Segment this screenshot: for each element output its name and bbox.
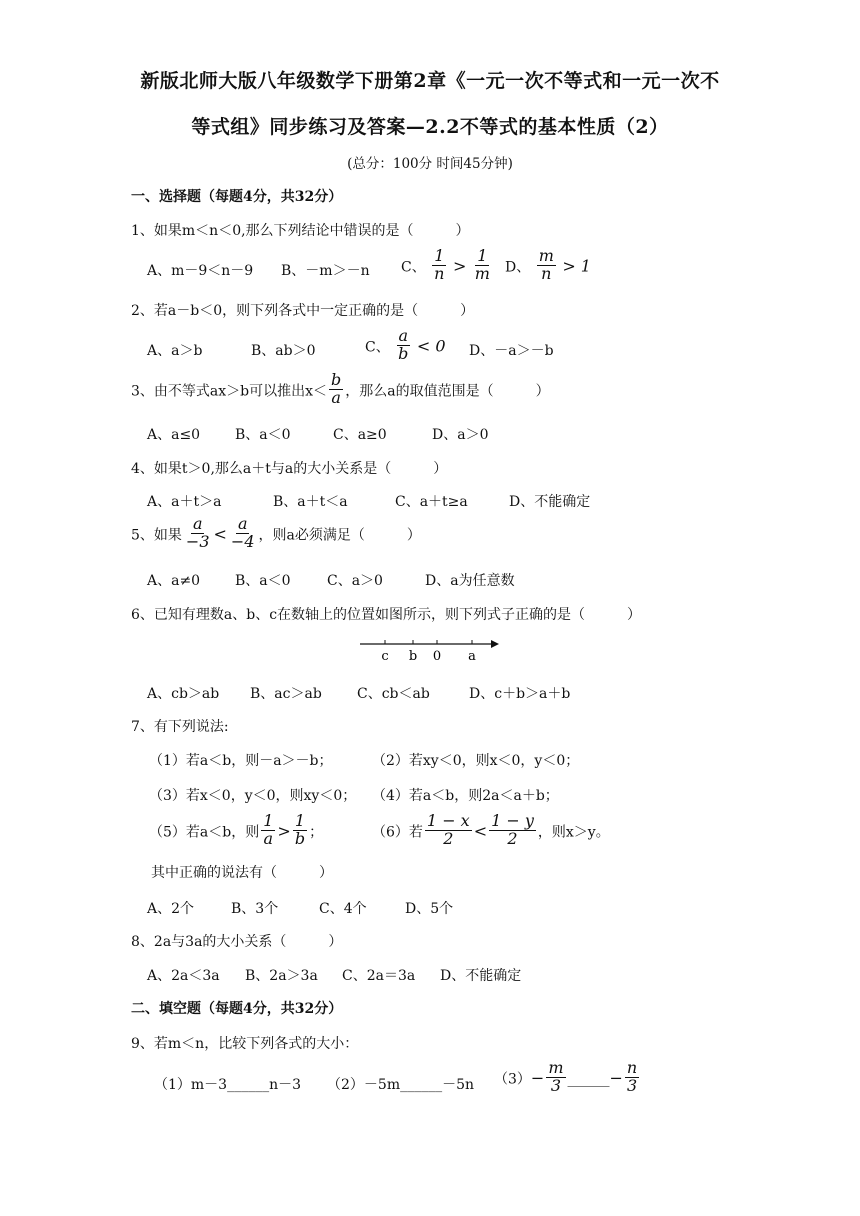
relation-expression: < 0 — [416, 336, 446, 356]
fraction — [473, 248, 492, 283]
option-a: A、2个 — [147, 901, 195, 917]
fraction — [229, 516, 257, 551]
relation-symbol: > — [452, 256, 467, 276]
question-4-stem: 4、如果t＞0,那么a＋t与a的大小关系是（ ） — [131, 461, 448, 477]
question-9-stem: 9、若m＜n，比较下列各式的大小： — [131, 1036, 359, 1052]
part-label: （3） — [494, 1071, 531, 1088]
option-b: B、2a＞3a — [245, 968, 318, 984]
statement-text: ； — [309, 824, 324, 841]
option-d-label: D、 — [505, 259, 531, 276]
document-title-line-1: 新版北师大版八年级数学下册第2章《一元一次不等式和一元一次不 — [140, 70, 720, 92]
denominator: 2 — [507, 828, 518, 848]
fraction — [546, 1060, 565, 1095]
option-d: D、5个 — [405, 901, 454, 917]
question-9-part-1: （1）m－3______n－3 — [154, 1077, 302, 1093]
denominator: b — [398, 343, 409, 363]
option-c: C、4个 — [319, 901, 367, 917]
numerator: a — [237, 514, 248, 533]
relation-symbol: > — [277, 821, 291, 841]
option-a: A、a＞b — [147, 343, 203, 359]
option-c: C、cb＜ab — [357, 686, 430, 702]
section-heading-fill-in: 二、填空题（每题4分，共32分） — [131, 1001, 343, 1017]
axis-label-zero: 0 — [432, 649, 442, 664]
option-b: B、ac＞ab — [250, 686, 322, 702]
option-c — [365, 326, 446, 365]
option-a: A、2a＜3a — [147, 968, 220, 984]
document-title-line-2: 等式组》同步练习及答案—2.2不等式的基本性质（2） — [191, 116, 669, 138]
fraction — [184, 516, 212, 551]
minus-sign: − — [530, 1068, 545, 1088]
option-c: C、a＞0 — [327, 573, 383, 589]
numerator: 1 − y — [491, 811, 534, 830]
fraction — [293, 813, 307, 848]
fraction — [489, 813, 536, 848]
denominator: m — [474, 263, 490, 283]
denominator: a — [263, 828, 274, 848]
option-a: A、cb＞ab — [147, 686, 220, 702]
question-1-stem: 1、如果m＜n＜0,那么下列结论中错误的是（ ） — [131, 223, 470, 239]
statement-6 — [372, 811, 610, 850]
stem-text: 3、由不等式ax＞b可以推出x＜ — [131, 383, 328, 400]
option-c: C、2a＝3a — [342, 968, 416, 984]
axis-label-a: a — [468, 649, 476, 664]
option-c: C、a＋t≥a — [395, 494, 468, 510]
numerator: 1 — [294, 811, 306, 830]
denominator: −3 — [185, 531, 210, 551]
relation-symbol: < — [473, 821, 488, 841]
question-6-stem: 6、已知有理数a、b、c在数轴上的位置如图所示，则下列式子正确的是（ ） — [131, 607, 642, 623]
statement-text: （6）若 — [372, 824, 423, 841]
statement-2: （2）若xy＜0，则x＜0，y＜0； — [372, 753, 580, 769]
denominator: 3 — [550, 1075, 561, 1095]
fraction — [396, 328, 410, 363]
option-a: A、a≤0 — [147, 427, 201, 443]
numerator: 1 — [477, 246, 488, 265]
stem-text: ，那么a的取值范围是（ ） — [345, 383, 550, 400]
statement-3: （3）若x＜0，y＜0，则xy＜0； — [149, 788, 357, 804]
option-b: B、－m＞－n — [281, 263, 370, 279]
option-a: A、m－9＜n－9 — [147, 263, 254, 279]
relation-expression: > 1 — [562, 256, 591, 276]
statement-5 — [149, 811, 324, 850]
question-2-stem: 2、若a－b＜0，则下列各式中一定正确的是（ ） — [131, 303, 475, 319]
numerator: m — [548, 1058, 564, 1077]
denominator: 2 — [443, 828, 454, 848]
stem-text: 5、如果 — [131, 527, 182, 544]
option-d: D、不能确定 — [509, 494, 591, 510]
denominator: b — [294, 828, 306, 848]
denominator: −4 — [230, 531, 255, 551]
option-c-label: C、 — [401, 259, 426, 276]
fraction — [425, 813, 472, 848]
option-b: B、a＜0 — [235, 573, 291, 589]
relation-symbol: < — [213, 524, 227, 544]
numerator: 1 — [434, 246, 445, 265]
numerator: 1 − x — [426, 811, 470, 830]
option-d — [505, 246, 591, 285]
denominator: 3 — [626, 1075, 638, 1095]
numerator: a — [192, 514, 203, 533]
question-8-stem: 8、2a与3a的大小关系（ ） — [131, 934, 343, 950]
numerator: a — [398, 326, 409, 345]
fraction — [625, 1060, 639, 1095]
option-b: B、ab＞0 — [251, 343, 316, 359]
option-b: B、a＋t＜a — [273, 494, 348, 510]
option-a: A、a≠0 — [147, 573, 201, 589]
statement-1: （1）若a＜b，则－a＞－b； — [149, 753, 333, 769]
number-line-figure — [360, 636, 505, 670]
score-time-info: (总分：100分 时间45分钟) — [347, 156, 513, 172]
question-3-stem — [131, 370, 550, 409]
fraction — [537, 248, 556, 283]
stem-text: ，则a必须满足（ ） — [258, 527, 421, 544]
minus-sign: − — [609, 1068, 623, 1088]
question-5-stem — [131, 514, 421, 553]
option-b: B、3个 — [231, 901, 279, 917]
denominator: a — [331, 387, 341, 407]
option-c — [401, 246, 494, 285]
denominator: n — [434, 263, 445, 283]
section-heading-choice: 一、选择题（每题4分，共32分） — [131, 189, 343, 205]
option-b: B、a＜0 — [235, 427, 291, 443]
question-9-part-2: （2）－5m______－5n — [327, 1077, 475, 1093]
statement-text: （5）若a＜b，则 — [149, 824, 260, 841]
numerator: b — [331, 370, 342, 389]
question-7-stem: 7、有下列说法: — [131, 719, 229, 735]
option-d: D、不能确定 — [440, 968, 522, 984]
denominator: n — [541, 263, 552, 283]
option-c-label: C、 — [365, 339, 390, 356]
arrow-head-icon — [491, 640, 499, 648]
option-d: D、a＞0 — [432, 427, 489, 443]
question-7-prompt: 其中正确的说法有（ ） — [151, 865, 333, 881]
option-d: D、－a＞－b — [469, 343, 554, 359]
option-a: A、a＋t＞a — [147, 494, 222, 510]
fraction — [432, 248, 446, 283]
question-9-part-3 — [494, 1058, 641, 1097]
numerator: n — [626, 1058, 638, 1077]
fraction — [261, 813, 275, 848]
numerator: 1 — [263, 811, 274, 830]
number-line-svg — [360, 636, 505, 666]
answer-blank: ______ — [567, 1071, 610, 1088]
fraction — [329, 372, 343, 407]
numerator: m — [538, 246, 554, 265]
option-d: D、a为任意数 — [425, 573, 515, 589]
statement-4: （4）若a＜b，则2a＜a＋b； — [372, 788, 559, 804]
option-d: D、c＋b＞a＋b — [469, 686, 571, 702]
option-c: C、a≥0 — [333, 427, 387, 443]
axis-label-c: c — [381, 649, 389, 664]
axis-label-b: b — [408, 649, 418, 664]
statement-text: ，则x＞y。 — [537, 824, 610, 841]
